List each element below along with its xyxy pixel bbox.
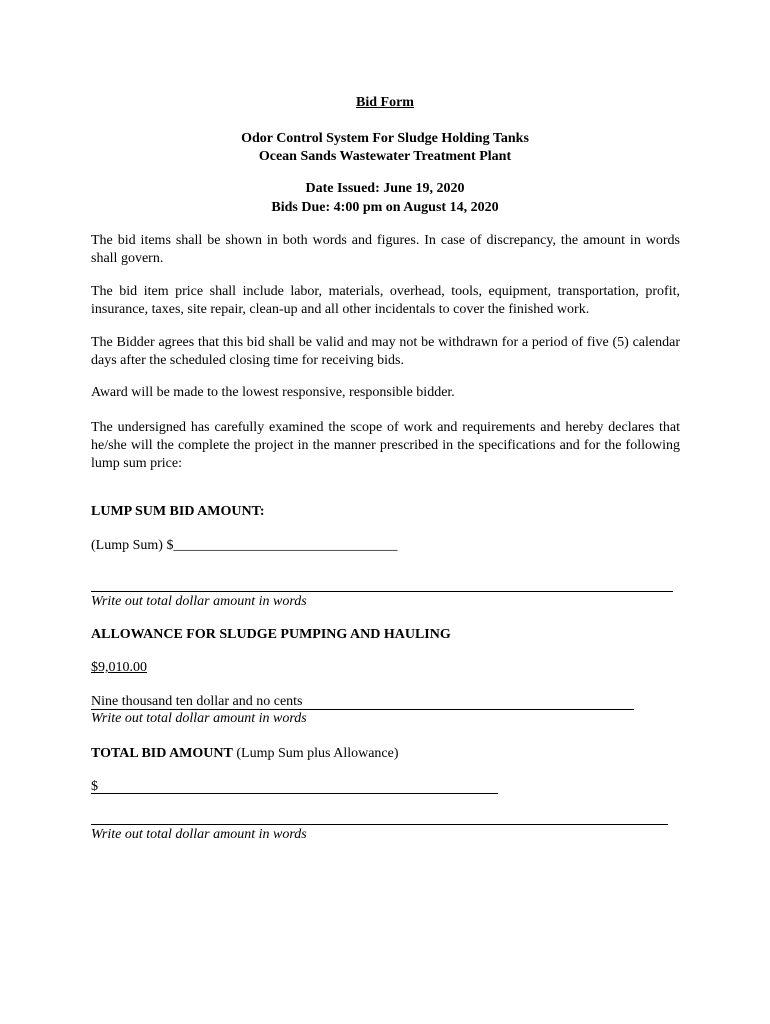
total-amount-field[interactable] bbox=[91, 793, 498, 794]
paragraph-price-includes: The bid item price shall include labor, materials, overhead, tools, equipment, transportation, profit, insurance, taxes, site repair, clean-up and all other incidentals to cover the finished work. bbox=[91, 284, 680, 317]
paragraph-award: Award will be made to the lowest responsive, responsible bidder. bbox=[91, 385, 455, 400]
total-words-field[interactable] bbox=[91, 824, 668, 825]
date-issued: Date Issued: June 19, 2020 bbox=[305, 181, 465, 196]
paragraph-bid-validity: The Bidder agrees that this bid shall be valid and may not be withdrawn for a period of five (5) calendar days after the scheduled closing time for receiving bids. bbox=[91, 335, 680, 368]
total-words-caption: Write out total dollar amount in words bbox=[91, 827, 307, 842]
lump-sum-amount-field[interactable]: (Lump Sum) $________________________________ bbox=[91, 538, 398, 553]
total-dollar-sign: $ bbox=[91, 779, 98, 794]
paragraph-words-govern: The bid items shall be shown in both words and figures. In case of discrepancy, the amount in words shall govern. bbox=[91, 233, 680, 266]
lump-sum-words-caption: Write out total dollar amount in words bbox=[91, 594, 307, 609]
allowance-words-caption: Write out total dollar amount in words bbox=[91, 711, 307, 726]
allowance-words-value: Nine thousand ten dollar and no cents bbox=[91, 694, 303, 709]
allowance-heading: ALLOWANCE FOR SLUDGE PUMPING AND HAULING bbox=[91, 627, 451, 642]
lump-sum-heading: LUMP SUM BID AMOUNT: bbox=[91, 504, 265, 519]
project-title-line2: Ocean Sands Wastewater Treatment Plant bbox=[258, 149, 512, 164]
total-bid-heading bbox=[91, 745, 399, 763]
total-bid-heading-note: (Lump Sum plus Allowance) bbox=[232, 746, 399, 761]
bids-due: Bids Due: 4:00 pm on August 14, 2020 bbox=[271, 200, 499, 215]
lump-sum-words-field[interactable] bbox=[91, 591, 673, 592]
project-title-line1: Odor Control System For Sludge Holding Tanks bbox=[241, 131, 529, 146]
form-title: Bid Form bbox=[356, 95, 414, 110]
allowance-amount: $9,010.00 bbox=[91, 660, 147, 675]
paragraph-declaration: The undersigned has carefully examined the scope of work and requirements and hereby declares that he/she will the complete the project in the manner prescribed in the specifications and for the following lump sum price: bbox=[91, 420, 680, 471]
total-bid-heading-bold: TOTAL BID AMOUNT bbox=[91, 746, 233, 761]
